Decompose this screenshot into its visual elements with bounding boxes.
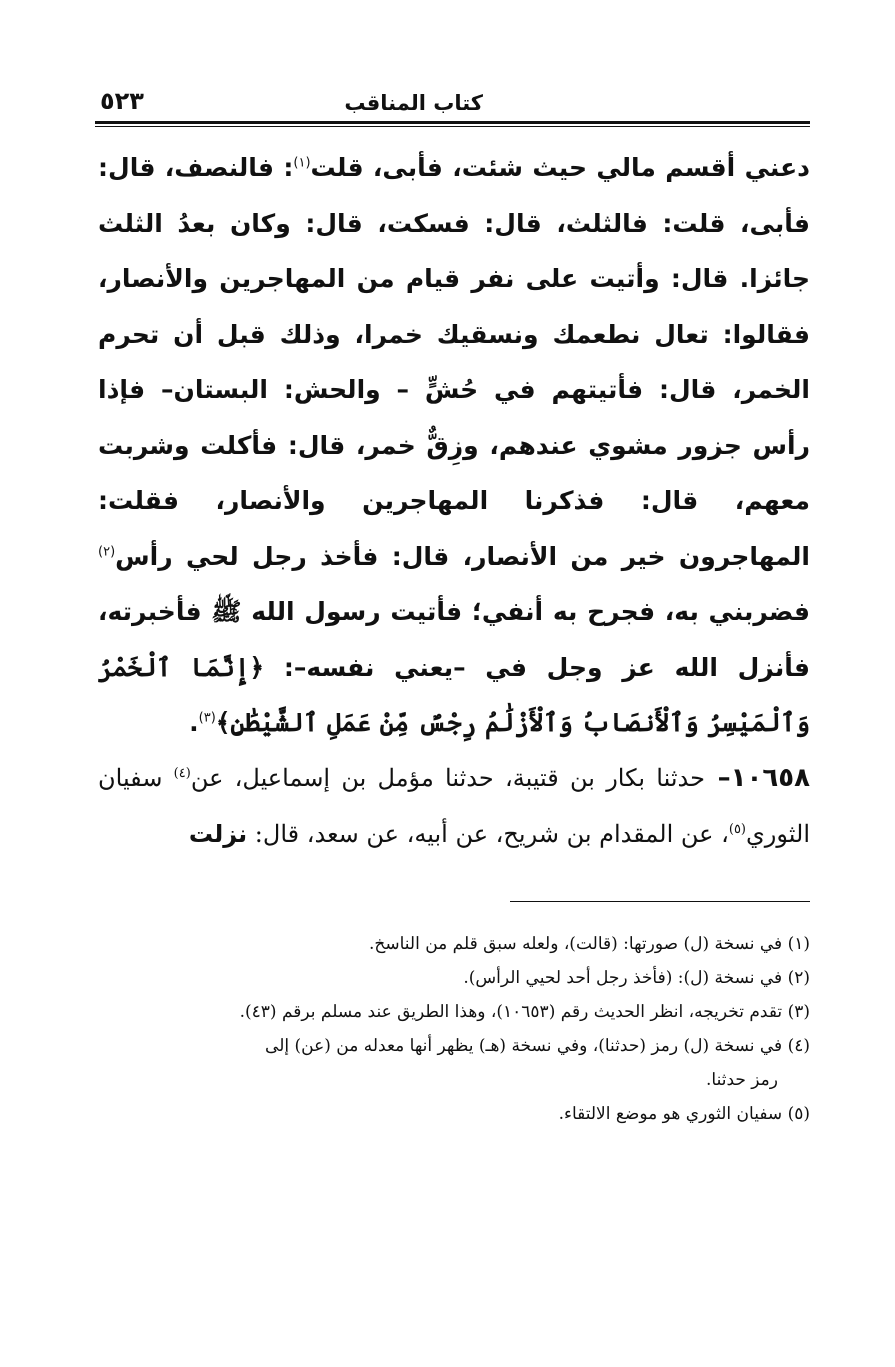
main-text (98, 140, 810, 751)
quran-verse: ﴿إِنَّمَا ٱلْخَمْرُ وَٱلْمَيْسِرُ وَٱلْأَنصَابُ وَٱلْأَزْلَٰمُ رِجْسٌ مِّنْ عَمَلِ ٱلشَّيْطَٰنِ﴾ (98, 652, 810, 737)
header-rule-thin (95, 126, 810, 127)
footnote-ref-5[interactable]: (٥) (728, 822, 746, 837)
header-rule-thick (95, 121, 810, 124)
footnote-marker: (٣) (787, 1002, 810, 1022)
isnad-segment: ، عن المقدام بن شريح، عن أبيه، عن سعد، قال: (247, 820, 729, 848)
footnote-marker: (٢) (787, 968, 810, 988)
text-segment: دعني أقسم مالي حيث شئت، فأبى، قلت (310, 153, 810, 182)
footnote-text: تقدم تخريجه، انظر الحديث رقم (١٠٦٥٣)، وهذا الطريق عند مسلم برقم (٤٣). (239, 1002, 783, 1022)
footnote-ref-4[interactable]: (٤) (173, 766, 191, 781)
footnote-ref-1[interactable]: (١) (293, 155, 311, 171)
footnote-text: سفيان الثوري هو موضع الالتقاء. (558, 1104, 783, 1124)
page-number: ٥٢٣ (100, 87, 144, 115)
footnote-ref-3[interactable]: (٣) (198, 710, 216, 726)
footnote-marker: (١) (787, 934, 810, 954)
footnote-item (98, 995, 810, 1029)
footnote-text: في نسخة (ل) رمز (حدثنا)، وفي نسخة (هـ) يظهر أنها معدله من (عن) إلى (265, 1036, 783, 1056)
hadith-number: ١٠٦٥٨ (730, 763, 810, 793)
hadith-text (98, 750, 810, 862)
footnote-item (98, 1097, 810, 1131)
matn-start: نزلت (188, 820, 248, 848)
footnote-text-continuation: رمز حدثنا. (706, 1070, 778, 1090)
hadith-paragraph (98, 750, 810, 862)
footnote-item (98, 1029, 810, 1097)
footnote-text: في نسخة (ل) صورتها: (قالت)، ولعله سبق قلم من الناسخ. (368, 934, 783, 954)
isnad-segment: سفيان الثوري (98, 764, 810, 848)
running-header (95, 88, 810, 118)
isnad-segment: حدثنا بكار بن قتيبة، حدثنا مؤمل بن إسماعيل، عن (190, 764, 705, 792)
footnote-marker: (٥) (787, 1104, 810, 1124)
text-segment: : فالنصف، قال: فأبى، قلت: فالثلث، قال: فسكت، قال: وكان بعدُ الثلث جائزا. قال: وأتيت على نفر قيام من المهاجرين والأنصار، فقالوا: تعال نطعمك ونسقيك خمرا، وذلك قبل أن تحرم الخمر، قال: فأتيتهم في حُشٍّ – والحش: البستان– فإذا رأس جزور مشوي عندهم، وزِقٌّ خمر، قال: فأكلت وشربت معهم، قال: فذكرنا المهاجرين والأنصار، فقلت: المهاجرون خير من الأنصار، قال: فأخذ رجل لحي رأس (98, 153, 810, 571)
footnote-separator (510, 901, 810, 902)
chapter-title: كتاب المناقب (344, 91, 483, 115)
main-paragraph (98, 140, 810, 751)
footnote-text: في نسخة (ل): (فأخذ رجل أحد لحيي الرأس). (463, 968, 783, 988)
hadith-dash: – (704, 763, 731, 793)
text-segment: . (189, 708, 199, 737)
footnote-item (98, 961, 810, 995)
footnotes (98, 927, 810, 1131)
footnote-ref-2[interactable]: (٢) (98, 544, 116, 560)
footnote-item (98, 927, 810, 961)
text-segment: فضربني به، فجرح به أنفي؛ فأتيت رسول الله ﷺ فأخبرته، فأنزل الله عز وجل في –يعني نفسه–: (98, 597, 810, 682)
footnote-marker: (٤) (787, 1036, 810, 1056)
